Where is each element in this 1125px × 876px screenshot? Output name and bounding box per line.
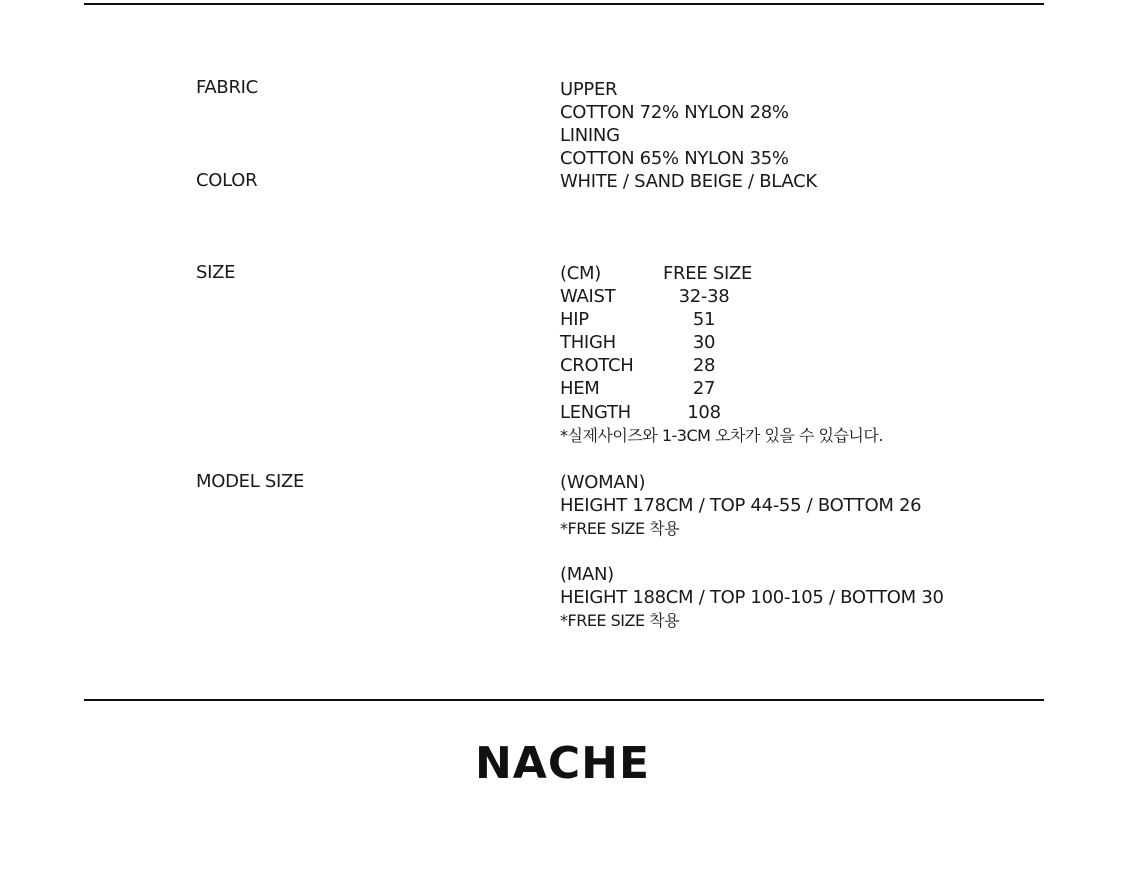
top-divider: [84, 3, 1044, 5]
size-row: [560, 354, 883, 377]
size-row: [560, 285, 883, 308]
fabric-label: FABRIC: [196, 77, 258, 98]
measure-name: CROTCH: [560, 355, 634, 377]
model-woman-note: *FREE SIZE 착용: [560, 519, 680, 538]
size-row: [560, 401, 883, 424]
model-woman-title: (WOMAN): [560, 472, 646, 493]
fabric-line: LINING: [560, 125, 620, 146]
model-man: [560, 563, 944, 632]
size-row: [560, 308, 883, 331]
size-label: SIZE: [196, 262, 236, 283]
model-man-note: *FREE SIZE 착용: [560, 611, 680, 630]
fabric-line: UPPER: [560, 79, 618, 100]
measure-value: 108: [687, 401, 721, 423]
measure-value: 27: [692, 378, 716, 400]
fabric-line: COTTON 72% NYLON 28%: [560, 102, 789, 123]
fabric-line: COTTON 65% NYLON 35%: [560, 148, 789, 169]
measure-name: LENGTH: [560, 401, 631, 423]
unit-header: (CM): [560, 263, 601, 284]
size-table: [560, 262, 883, 447]
size-header: FREE SIZE: [663, 263, 753, 284]
measure-name: HEM: [560, 378, 600, 400]
measure-value: 30: [692, 332, 716, 354]
measure-value: 32-38: [678, 286, 730, 308]
size-table-header: [560, 262, 883, 285]
measure-name: HIP: [560, 309, 589, 331]
measure-value: 28: [692, 355, 716, 377]
model-woman-detail: HEIGHT 178CM / TOP 44-55 / BOTTOM 26: [560, 495, 922, 516]
model-size-label: MODEL SIZE: [196, 471, 305, 492]
measure-value: 51: [692, 309, 716, 331]
brand-logo: NACHE: [474, 738, 651, 789]
model-man-detail: HEIGHT 188CM / TOP 100-105 / BOTTOM 30: [560, 587, 944, 608]
model-man-title: (MAN): [560, 564, 614, 585]
size-row: [560, 331, 883, 354]
measure-name: WAIST: [560, 286, 616, 308]
color-label: COLOR: [196, 170, 258, 191]
measure-name: THIGH: [560, 332, 616, 354]
size-note: *실제사이즈와 1-3CM 오차가 있을 수 있습니다.: [560, 425, 883, 445]
fabric-value: [560, 78, 789, 170]
color-value: WHITE / SAND BEIGE / BLACK: [560, 171, 817, 192]
bottom-divider: [84, 699, 1044, 701]
model-woman: [560, 471, 921, 540]
size-row: [560, 377, 883, 400]
